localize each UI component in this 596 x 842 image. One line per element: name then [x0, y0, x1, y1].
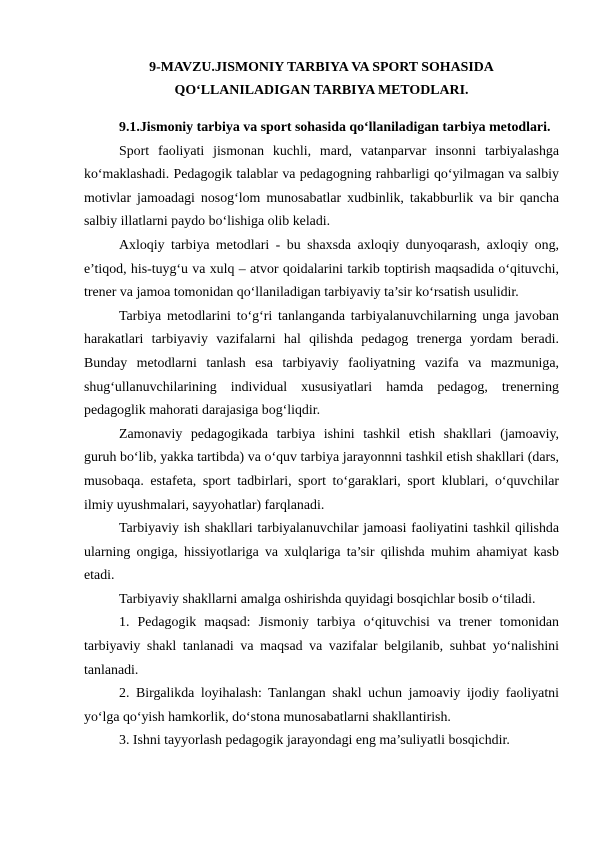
title-spacer	[84, 102, 559, 116]
paragraph-5: Tarbiyaviy ish shakllari tarbiyalanuvchilar jamoasi faoliyatini tashkil qilishda ularning ongiga, hissiyotlariga va xulqlariga ta’sir qilishda muhim ahamiyat kasb etadi.	[84, 521, 559, 584]
list-item-1: 1. Pedagogik maqsad: Jismoniy tarbiya o‘qituvchisi va trener tomonidan tarbiyaviy shakl tanlanadi va maqsad va vazifalar belgilanib, suhbat yo‘nalishini tanlanadi.	[84, 615, 559, 678]
list-item-2: 2. Birgalikda loyihalash: Tanlangan shakl uchun jamoaviy ijodiy faoliyatni yo‘lga qo‘yish hamkorlik, do‘stona munosabatlarni shakllantirish.	[84, 686, 559, 725]
section-heading: 9.1.Jismoniy tarbiya va sport sohasida qo‘llaniladigan tarbiya metodlari.	[119, 120, 551, 135]
paragraph-3: Tarbiya metodlarini to‘g‘ri tanlanganda tarbiyalanuvchilarning unga javoban harakatlari tarbiyaviy vazifalarni hal qilishda pedagog trenerga yordam beradi. Bunday metodlarni tanlash esa tarbiyaviy faoliyatning vazifa va mazmuniga, shug‘ullanuvchilarining individual xususiyatlari hamda pedagog, trenerning pedagoglik mahorati darajasiga bog‘liqdir.	[84, 308, 559, 419]
title-line-2: QO‘LLANILADIGAN TARBIYA METODLARI.	[174, 83, 469, 98]
paragraph-1: Sport faoliyati jismonan kuchli, mard, vatanparvar insonni tarbiyalashga ko‘maklashadi. Pedagogik talablar va pedagogning rahbarligi qo‘yilmagan va salbiy motivlar jamoadagi nosog‘lom munosabatlar xudbinlik, takabburlik va bir qancha salbiy illatlarni paydo bo‘lishiga olib keladi.	[84, 143, 559, 230]
paragraph-4: Zamonaviy pedagogikada tarbiya ishini tashkil etish shakllari (jamoaviy, guruh bo‘lib, yakka tartibda) va o‘quv tarbiya jarayonnni tashkil etish shakllari (dars, musobaqa. estafeta, sport tadbirlari, sport to‘garaklari, sport klublari, o‘quvchilar ilmiy uyushmalari, sayyohatlar) farqlanadi.	[84, 426, 559, 513]
paragraph-2: Axloqiy tarbiya metodlari - bu shaxsda axloqiy dunyoqarash, axloqiy ong, e’tiqod, his-tuyg‘u va xulq – atvor qoidalarini tarkib toptirish maqsadida o‘qituvchi, trener va jamoa tomonidan qo‘llaniladigan tarbiyaviy ta’sir ko‘rsatish usulidir.	[84, 237, 559, 301]
list-item-3: 3. Ishni tayyorlash pedagogik jarayondagi eng ma’suliyatli bosqichdir.	[119, 733, 510, 749]
paragraph-6: Tarbiyaviy shakllarni amalga oshirishda quyidagi bosqichlar bosib o‘tiladi.	[119, 591, 536, 607]
title-line-1: 9-MAVZU.JISMONIY TARBIYA VA SPORT SOHASIDA	[149, 60, 494, 75]
document-title	[84, 56, 559, 102]
